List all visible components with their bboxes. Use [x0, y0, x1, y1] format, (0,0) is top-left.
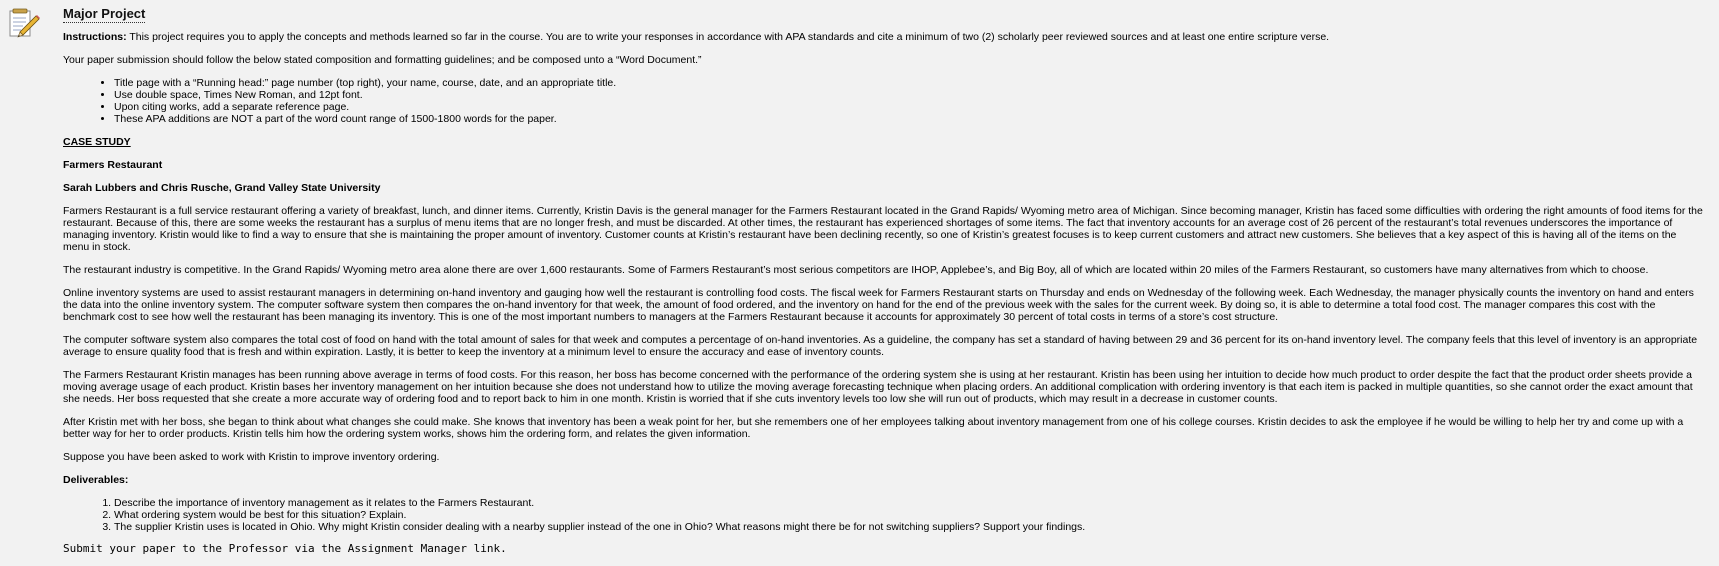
case-paragraph: The restaurant industry is competitive. In the Grand Rapids/ Wyoming metro area alone there are over 1,600 restaurants. Some of Farmers Restaurant’s most serious competitors are IHOP, Applebee’s, and Big Boy, all of which are located within 20 miles of the Farmers Restaurant, so customers have many alternatives from which to choose.	[63, 264, 1649, 276]
submission-note: Submit your paper to the Professor via the Assignment Manager link.	[63, 542, 507, 555]
guideline-item: • Use double space, Times New Roman, and 12pt font.	[114, 89, 1703, 101]
deliverable-item: 3. The supplier Kristin uses is located in Ohio. Why might Kristin consider dealing with a nearby supplier instead of the one in Ohio? What reasons might there be for not switching suppliers? Support your findings.	[114, 521, 1703, 533]
case-paragraph: The Farmers Restaurant Kristin manages has been running above average in terms of food costs. For this reason, her boss has become concerned with the performance of the ordering system she is using at her restaurant. Kristin has been using her intuition to decide how much product to order despite the fact that the product order sheets provide a moving average usage of each product. Kristin bases her inventory management on her intuition because she does not understand how to utilize the moving average forecasting technique when placing orders. An additional complication with ordering inventory is that each item is packed in multiple quantities, so she cannot order the exact amount that she needs. Her boss requested that she create a more accurate way of ordering food and to report back to him in one month. Kristin is worried that if she cuts inventory levels too low she will run out of products, which may result in a decrease in customer counts.	[63, 369, 1693, 405]
case-paragraph: The computer software system also compares the total cost of food on hand with the total amount of sales for that week and computes a percentage of on-hand inventories. As a guideline, the company has set a standard of having between 29 and 36 percent for its on-hand inventory level. The company feels that this level of inventory is an appropriate average to ensure quality food that is fresh and within expiration. Lastly, it is better to keep the inventory at a minimum level to ensure the accuracy and ease of inventory counts.	[63, 334, 1698, 358]
assignment-content	[63, 6, 1703, 566]
case-paragraph: Online inventory systems are used to assist restaurant managers in determining on-hand inventory and gauging how well the restaurant is controlling food costs. The fiscal week for Farmers Restaurant starts on Thursday and ends on Wednesday of the following week. Each Wednesday, the manager physically counts the inventory on hand and enters the data into the online inventory system. The computer software system then compares the on-hand inventory for that week, the amount of food ordered, and the inventory on hand for the end of the previous week with the sales for the current week. By doing so, it is able to determine a total food cost. The manager compares this cost with the benchmark cost to see how well the restaurant has been managing its inventory. This is one of the most important numbers to managers at the Farmers Restaurant because it accounts for approximately 30 percent of total costs in terms of a store’s cost structure.	[63, 287, 1694, 323]
deliverables-list	[63, 497, 1703, 533]
instructions-label: Instructions:	[63, 31, 127, 43]
deliverables-label: Deliverables:	[63, 474, 129, 486]
guideline-item: • Upon citing works, add a separate reference page.	[114, 101, 1703, 113]
submission-intro: Your paper submission should follow the below stated composition and formatting guidelines; and be composed unto a “Word Document.”	[63, 54, 702, 66]
page-title: Major Project	[63, 6, 146, 21]
case-paragraph: After Kristin met with her boss, she began to think about what changes she could make. She knows that inventory has been a weak point for her, but she remembers one of her employees talking about inventory management from one of his college courses. Kristin decides to ask the employee if he would be willing to help her try and come up with a better way for her to order products. Kristin tells him how the ordering system works, shows him the ordering form, and relates the given information.	[63, 416, 1684, 440]
instructions-text: This project requires you to apply the concepts and methods learned so far in the course. You are to write your responses in accordance with APA standards and cite a minimum of two (2) scholarly peer reviewed sources and at least one entire scripture verse.	[126, 31, 1330, 43]
case-paragraph: Suppose you have been asked to work with Kristin to improve inventory ordering.	[63, 451, 440, 463]
case-paragraph: Farmers Restaurant is a full service restaurant offering a variety of breakfast, lunch, and dinner items. Currently, Kristin Davis is the general manager for the Farmers Restaurant located in the Grand Rapids/ Wyoming metro area of Michigan. Since becoming manager, Kristin has faced some difficulties with ordering the right amounts of food items for the restaurant. Because of this, there are some weeks the restaurant has a surplus of menu items that are no longer fresh, and must be discarded. At other times, the restaurant has experienced shortages of some items. The fact that inventory accounts for an average cost of 26 percent of the restaurant’s total revenues underscores the importance of managing inventory. Kristin would like to find a way to ensure that she is maintaining the proper amount of inventory. Customer counts at Kristin’s restaurant have been declining recently, so one of Kristin’s greatest focuses is to keep current customers and attract new customers. She believes that a key aspect of this is having all of the items on the menu in stock.	[63, 205, 1703, 253]
case-study-title: Farmers Restaurant	[63, 159, 163, 171]
instructions-paragraph	[63, 31, 1703, 43]
guideline-item: • Title page with a “Running head:” page number (top right), your name, course, date, and an appropriate title.	[114, 77, 1703, 89]
deliverable-item: 1. Describe the importance of inventory management as it relates to the Farmers Restaurant.	[114, 497, 1703, 509]
deliverable-item: 2. What ordering system would be best for this situation? Explain.	[114, 509, 1703, 521]
case-study-heading: CASE STUDY	[63, 136, 131, 148]
case-study-authors: Sarah Lubbers and Chris Rusche, Grand Valley State University	[63, 182, 381, 194]
guidelines-list	[63, 77, 1703, 125]
guideline-item: • These APA additions are NOT a part of the word count range of 1500-1800 words for the paper.	[114, 113, 1703, 125]
assignment-pencil-icon	[6, 6, 40, 40]
